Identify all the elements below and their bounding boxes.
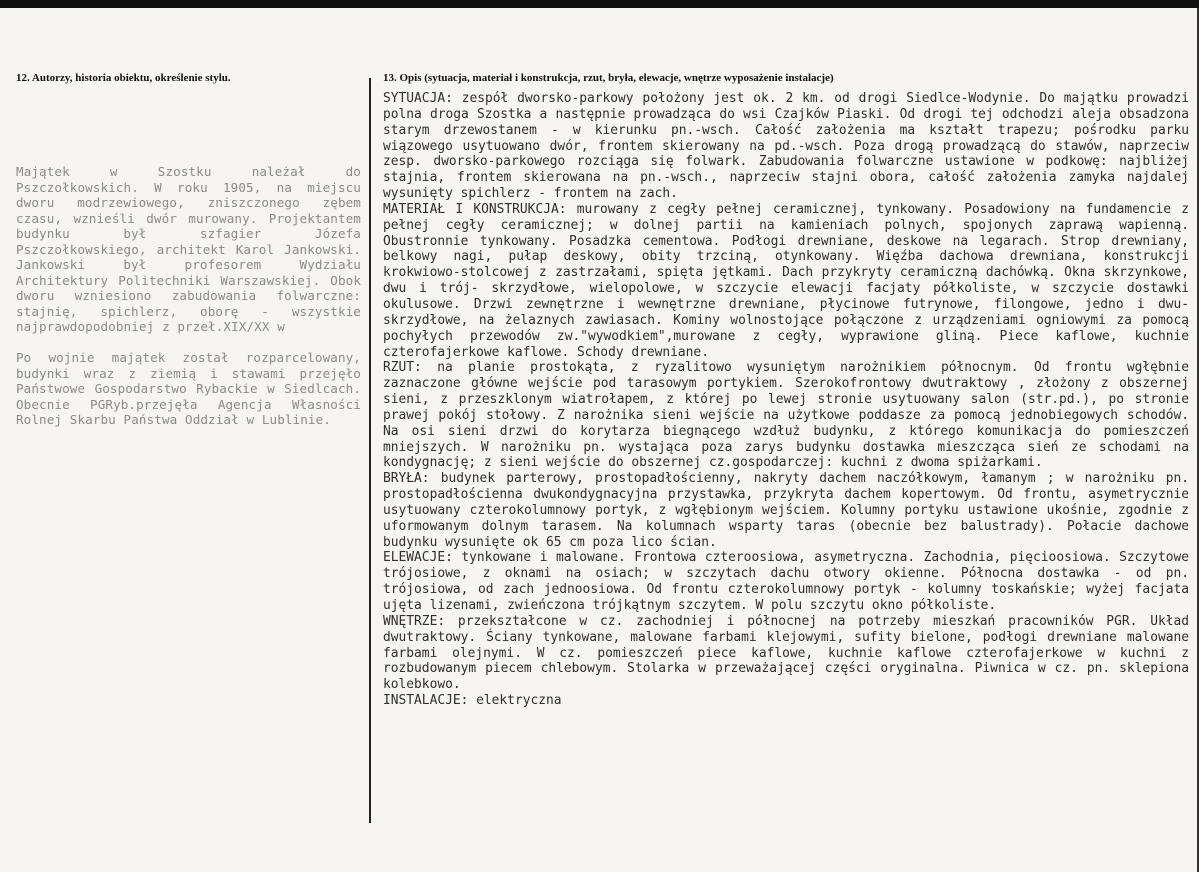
material-paragraph: MATERIAŁ I KONSTRUKCJA: murowany z cegły pełnej ceramicznej, tynkowany. Posadowiony na fundamencie z pełnej cegły ceramicznej; w dolnej partii na kamieniach polnych, spojonych zaprawą wapienną. Obustronnie tynkowany. Posadzka cementowa. Podłogi drewniane, deskowe na legarach. Strop drewniany, belkowy nagi, pułap deskowy, obity trzciną, otynkowany. Więźba dachowa drewniana, konstrukcji krokwiowo-stolcowej z zastrzałami, spięta jętkami. Dach przykryty ceramiczną dachówką. Okna skrzynkowe, dwu i trój- skrzydłowe, wielopolowe, w szczycie elewacji facjaty półkoliste, w szczycie dostawki okulusowe. Drzwi zewnętrzne i wewnętrzne drewniane, płycinowe futrynowe, filongowe, jedno i dwu-skrzydłowe, na żelaznych zawiasach. Kominy wolnostojące połączone z urządzeniami ogniowymi za pomocą pochyłych przewodów zw."wywodkiem",murowane z cegły, wyprawione gliną. Piece kaflowe, kuchnie czterofajerkowe kaflowe. Schody drewniane. (383, 201, 1189, 360)
elewacje-paragraph: ELEWACJE: tynkowane i malowane. Frontowa czteroosiowa, asymetryczna. Zachodnia, pięcioosiowa. Szczytowe trójosiowe, z oknami na osiach; w szczytach dachu otwory okienne. Północna dostawka - od pn. trójosiowa, od zach jednoosiowa. Od frontu czterokolumnowy portyk - kolumny toskańskie; wyżej facjata ujęta lizenami, zwieńczona trójkątnym szczytem. W polu szczytu okno półkoliste. (383, 550, 1189, 613)
instalacje-paragraph: INSTALACJE: elektryczna (383, 693, 562, 709)
wnetrze-paragraph: WNĘTRZE: przekształcone w cz. zachodniej i północnej na potrzeby mieszkań pracowników PGR. Układ dwutraktowy. Ściany tynkowane, malowane farbami klejowymi, sufity bielone, podłogi drewniane malowane farbami olejnymi. W cz. pomieszczeń piece kaflowe, kuchnie kaflowe czterofajerkowe w kuchni z rozbudowanym piecem chlebowym. Stolarka w przeważającej części oryginalna. Piwnica w cz. pn. sklepiona kolebkowo. (383, 613, 1189, 693)
section-12-text (16, 164, 361, 428)
section-13-heading: 13. Opis (sytuacja, materiał i konstrukcja, rzut, bryła, elewacje, wnętrze wyposażenie instalacje) (383, 72, 834, 84)
section-13 (383, 72, 1189, 709)
section-12-heading: 12. Autorzy, historia obiektu, określenie stylu. (16, 72, 231, 84)
history-paragraph: Po wojnie majątek został rozparcelowany, budynki wraz z ziemią i stawami przejęło Państwowe Gospodarstwo Rybackie w Siedlcach. Obecnie PGRyb.przejęła Agencja Własności Rolnej Skarbu Państwa Oddział w Lublinie. (16, 350, 361, 427)
scan-top-edge (0, 0, 1199, 8)
history-paragraph: Majątek w Szostku należał do Pszczołkowskich. W roku 1905, na miejscu dworu modrzewiowego, zniszczonego zębem czasu, wznieśli dwór murowany. Projektantem budynku był szfagier Józefa Pszczołkowskiego, architekt Karol Jankowski. Jankowski był profesorem Wydziału Architektury Politechniki Warszawskiej. Obok dworu wzniesiono zabudowania folwarczne: stajnię, spichlerz, oborę - wszystkie najprawdopodobniej z przeł.XIX/XX w (16, 164, 361, 334)
rzut-paragraph: RZUT: na planie prostokąta, z ryzalitowo wysuniętym narożnikiem północnym. Od frontu wgłębnie zaznaczone główne wejście pod tarasowym portykiem. Szerokofrontowy dwutraktowy , złożony z obszernej sieni, z przeszklonym wiatrołapem, z której po lewej stronie usytuowany salon (str.pd.), po stronie prawej pokój stołowy. Z narożnika sieni wejście na użytkowe poddasze za pomocą jednobiegowych schodów. Na osi sieni drzwi do korytarza biegnącego wzdłuż budynku, z którego komunikacja do pomieszczeń mniejszych. W narożniku pn. wystająca poza zarys budynku dostawka mieszcząca sień ze schodami na kondygnację; z sieni wejście do obszernej cz.gospodarczej: kuchni z dwoma spiżarkami. (383, 360, 1189, 471)
column-divider (369, 78, 371, 823)
section-13-text (383, 91, 1189, 709)
section-12 (16, 72, 361, 443)
sytuacja-paragraph: SYTUACJA: zespół dworsko-parkowy położony jest ok. 2 km. od drogi Siedlce-Wodynie. Do majątku prowadzi polna droga Szostka a następnie prowadząca do wsi Czajków Piaski. Od drogi tej odchodzi aleja obsadzona starym drzewostanem - w kierunku pn.-wsch. Całość założenia ma kształt trapezu; pośrodku parku wiązowego usytuowano dwór, frontem skierowany na pd.-wsch. Poza drogą prowadzącą do stawów, naprzeciw zesp. dworsko-parkowego rozciąga się folwark. Zabudowania folwarczne ustawione w podkowę: najbliżej stajnia, frontem skierowana na pn.-wsch., naprzeciw stajni obora, całość założenia zamyka najdalej wysunięty spichlerz - frontem na zach. (383, 91, 1189, 202)
bryla-paragraph: BRYŁA: budynek parterowy, prostopadłościenny, nakryty dachem naczółkowym, łamanym ; w narożniku pn. prostopadłościenna dwukondygnacyjna przystawka, przykryta dachem kopertowym. Od frontu, asymetrycznie usytuowany czterokolumnowy portyk, z wgłębionym wejściem. Kolumny portyku ustawione ukośnie, zgodnie z uformowanym dolnym tarasem. Na kolumnach wsparty taras (obecnie bez balustrady). Połacie dachowe budynku wysunięte ok 65 cm poza lico ścian. (383, 471, 1189, 550)
